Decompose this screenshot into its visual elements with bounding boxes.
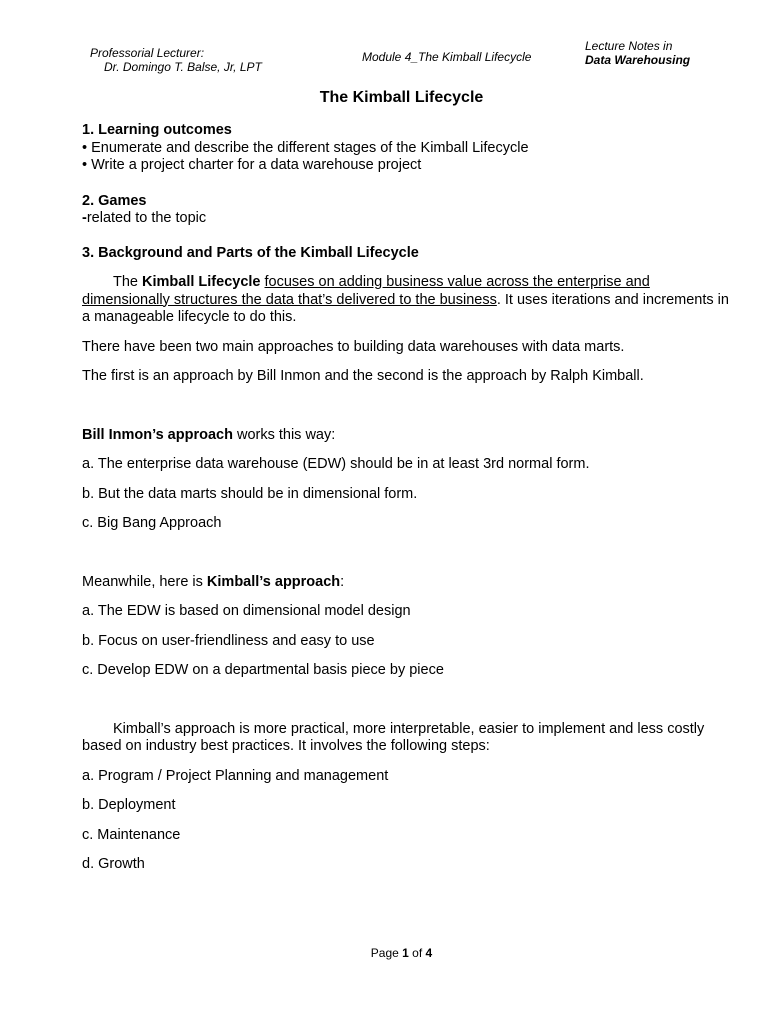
games-dash: - xyxy=(82,210,87,226)
page-current: 1 xyxy=(402,946,409,960)
intro-prefix: The xyxy=(113,274,143,290)
page-of: of xyxy=(408,946,426,960)
kimball-item: b. Focus on user-friendliness and easy to use xyxy=(82,632,375,649)
step-item: b. Deployment xyxy=(82,797,176,813)
kimball-prefix: Meanwhile, here is xyxy=(82,573,207,590)
inmon-item: b. But the data marts should be in dimensional form. xyxy=(82,485,418,502)
page-total: 4 xyxy=(425,946,433,960)
header-course-label: Lecture Notes in xyxy=(585,39,673,53)
kimball-heading xyxy=(82,574,732,592)
inmon-heading xyxy=(82,427,732,445)
header-module: Module 4_The Kimball Lifecycle xyxy=(362,50,532,64)
page-number xyxy=(0,946,768,960)
header-course-name: Data Warehousing xyxy=(585,53,691,67)
page-label: Page xyxy=(370,946,403,960)
approaches-detail: The first is an approach by Bill Inmon and the second is the approach by Ralph Kimball. xyxy=(82,368,644,384)
kimball-colon: : xyxy=(340,573,345,590)
inmon-item: a. The enterprise data warehouse (EDW) should be in at least 3rd normal form. xyxy=(82,456,590,472)
approaches-paragraph: There have been two main approaches to building data warehouses with data marts. xyxy=(82,338,625,355)
section-2-heading: 2. Games xyxy=(82,192,147,209)
outcome-bullet-1: • Enumerate and describe the different stages of the Kimball Lifecycle xyxy=(82,140,732,158)
intro-bold-term: Kimball Lifecycle xyxy=(142,274,261,290)
intro-underlined-text: focuses on adding business value across the enterprise and dimensionally structures the data that’s delivered to the business xyxy=(82,274,650,308)
inmon-bold: Bill Inmon’s approach xyxy=(82,426,233,443)
inmon-item: c. Big Bang Approach xyxy=(82,515,222,531)
kimball-item: a. The EDW is based on dimensional model design xyxy=(82,603,411,619)
kimball-intro-paragraph xyxy=(82,274,732,327)
header-course xyxy=(585,39,690,67)
section-1-heading: 1. Learning outcomes xyxy=(82,122,232,138)
games-text: related to the topic xyxy=(86,210,207,226)
step-item: d. Growth xyxy=(82,856,145,872)
document-body xyxy=(82,122,732,874)
practical-paragraph: Kimball’s approach is more practical, more interpretable, easier to implement and less costly based on industry best practices. It involves the following steps: xyxy=(82,720,705,754)
games-line xyxy=(82,210,732,228)
kimball-bold: Kimball’s approach xyxy=(206,573,341,590)
header-lecturer-name: Dr. Domingo T. Balse, Jr, LPT xyxy=(104,60,262,74)
header-lecturer xyxy=(90,46,262,74)
step-item: c. Maintenance xyxy=(82,826,181,843)
step-item: a. Program / Project Planning and management xyxy=(82,767,389,784)
intro-suffix: . It uses iterations and increments in a manageable lifecycle to do this. xyxy=(82,291,729,325)
page-title: The Kimball Lifecycle xyxy=(319,89,484,106)
section-3-heading: 3. Background and Parts of the Kimball Lifecycle xyxy=(82,244,419,261)
kimball-item: c. Develop EDW on a departmental basis piece by piece xyxy=(82,662,444,678)
outcome-bullet-2: • Write a project charter for a data warehouse project xyxy=(82,157,732,175)
inmon-rest: works this way: xyxy=(232,426,336,443)
header-lecturer-label: Professorial Lecturer: xyxy=(90,46,205,60)
